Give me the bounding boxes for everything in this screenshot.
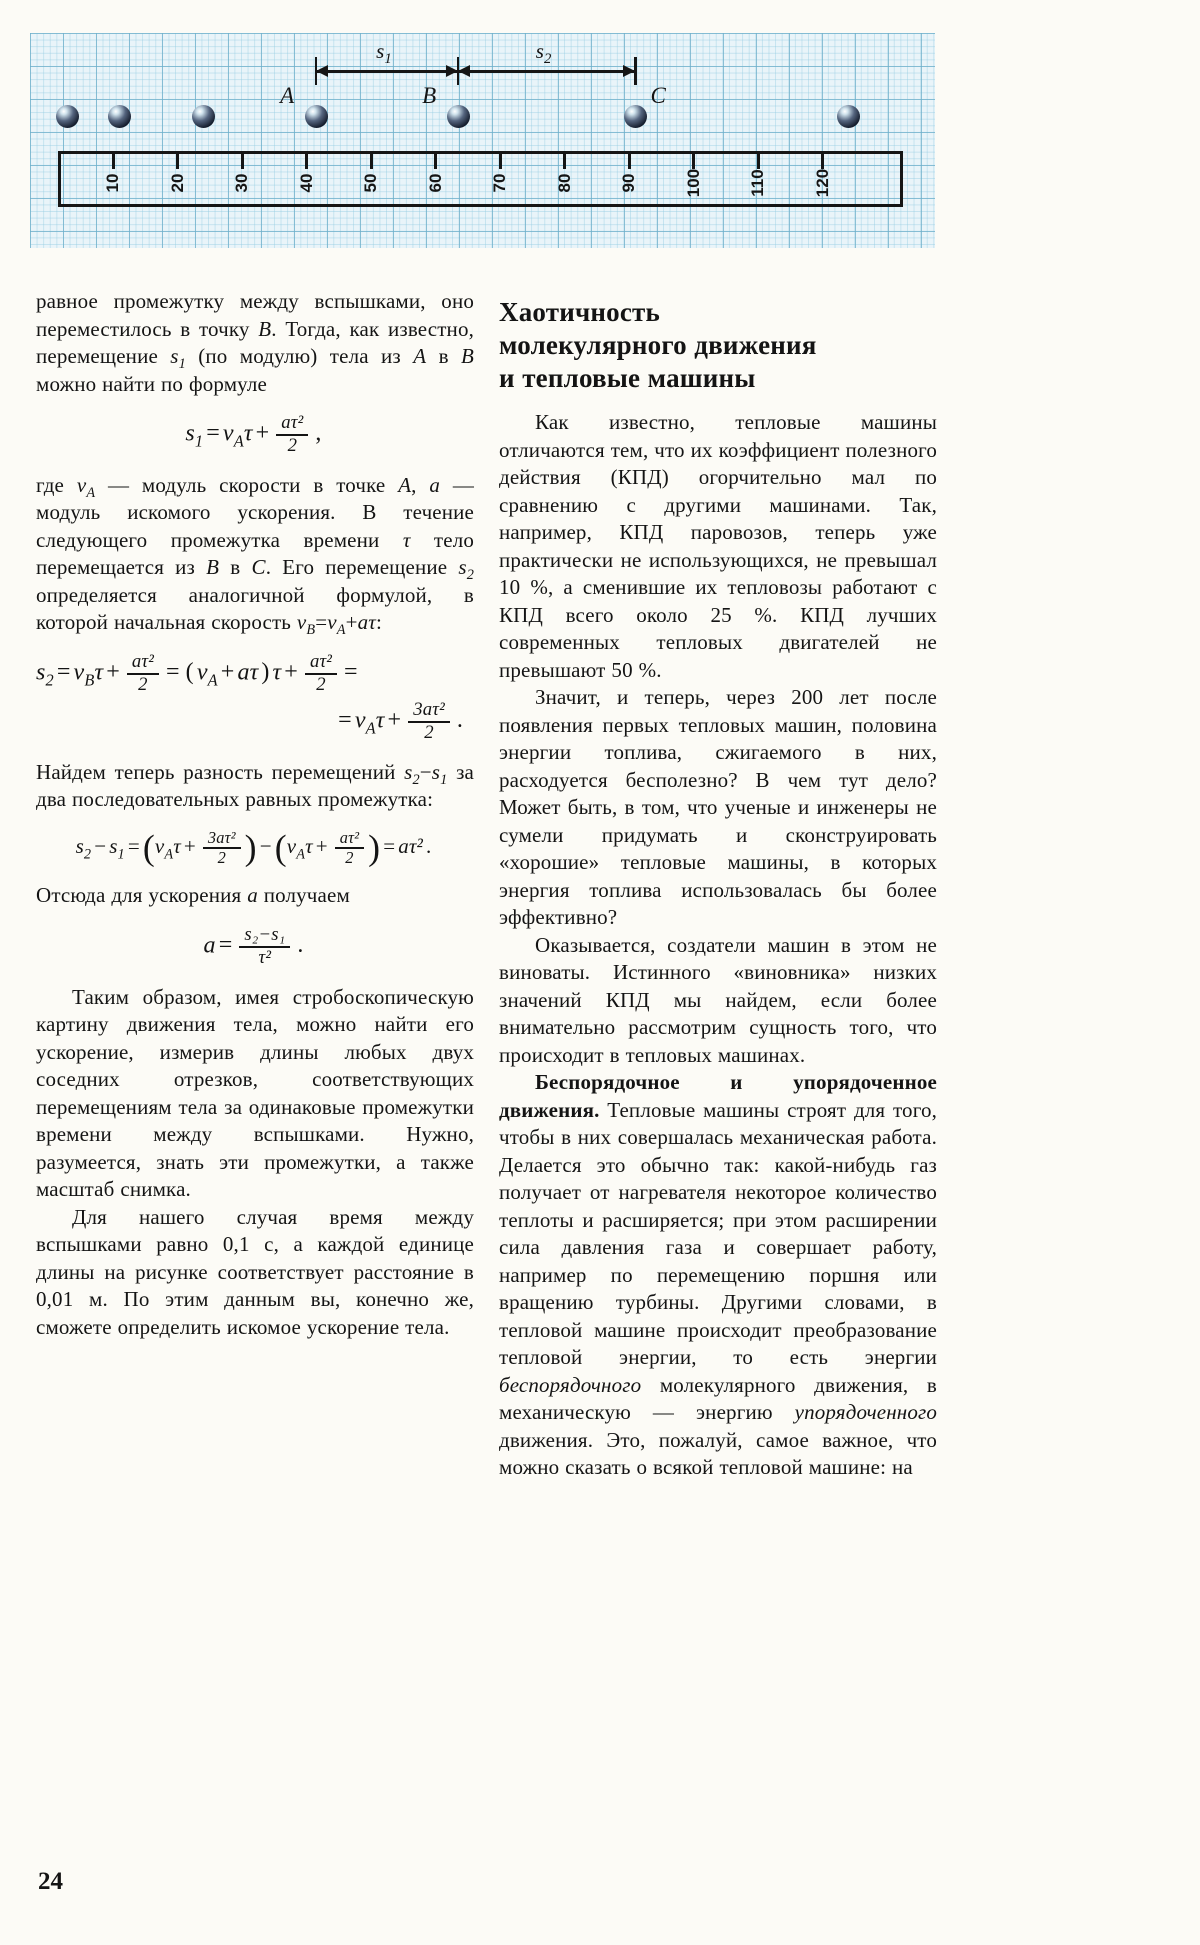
paragraph: где $v_A$ — модуль скорости в точке А, a — модуль искомого ускорения. В течение следующего промежутка времени τ тело перемещается из В в С. Его перемещение $s_2$ определяется аналогичной формулой, в которой начальная скорость $v_B=v_A+a\tau$:	[36, 472, 474, 639]
formula-s2-line2: = $v_A\tau$ + $\frac{\text{3aτ²}}{2}$ .	[338, 698, 463, 743]
ruler-tick-number: 20	[167, 173, 187, 193]
point-label-b: B	[422, 83, 437, 108]
left-column	[36, 288, 474, 1341]
strobe-ball	[192, 105, 215, 128]
paragraph: равное промежутку между вспышками, оно переместилось в точку В. Тогда, как известно, перемещение $s_1$ (по модулю) тела из А в В можно найти по формуле	[36, 289, 474, 396]
fraction: $\frac{\text{aτ²}}{2}$	[276, 413, 308, 457]
paragraph: Значит, и теперь, через 200 лет после появления первых тепловых машин, половина энергии топлива, сжигаемого в них, расходуется бесполезно? В чем тут дело? Может быть, в том, что ученые и инженеры не сумели придумать и сконструировать «хорошие» тепловые машины, в которых энергия топлива использовалась бы более эффективно?	[499, 685, 937, 929]
paragraph: Беспорядочное и упорядоченное движения. Тепловые машины строят для того, чтобы в них совершалась механическая работа. Делается это обычно так: какой-нибудь газ получает от нагревателя некоторое количество теплоты и расширяется; при этом расширении сила давления газа и совершает работу, например по перемещению поршня или вращению турбины. Другими словами, в тепловой машине происходит преобразование тепловой энергии, то есть энергии беспорядочного молекулярного движения, в механическую — энергию упорядоченного движения. Это, пожалуй, самое важное, что можно сказать о всякой тепловой машине: на	[499, 1070, 937, 1479]
fraction: $\frac{\text{aτ²}}{2}$	[335, 829, 364, 868]
point-label-c: C	[650, 83, 666, 108]
paragraph: Таким образом, имея стробоскопическую картину движения тела, можно найти его ускорение, измерив длины любых двух соседних отрезков, соответствующих перемещениям тела за одинаковые промежутки времени между вспышками. Нужно, разумеется, знать эти промежутки, а также масштаб снимка.	[36, 984, 474, 1202]
right-column	[499, 288, 937, 1482]
formula-s1: $s_1 = v_A\tau$ + $\frac{\text{aτ²}}{2}$ ,	[185, 412, 322, 456]
strobe-ball	[56, 105, 79, 128]
ruler-tick-number: 120	[812, 168, 832, 198]
ruler-tick-number: 50	[361, 173, 380, 193]
ruler-tick-number: 110	[748, 169, 767, 197]
formula-s2-line1: $s_2 = v_B\tau$ + $\frac{\text{aτ²}}{2}$ = ( $v_A + a\tau$ ) τ + $\frac{\text{aτ²}}{2}$ =	[36, 650, 358, 695]
strobe-ball	[447, 105, 470, 128]
strobe-ball	[624, 105, 647, 128]
fraction: $\frac{\text{s₂−s₁}}{\text{τ²}}$	[239, 925, 290, 969]
paragraph: Для нашего случая время между вспышками равно 0,1 с, а каждой единице длины на рисунке соответствует расстояние в 0,01 м. По этим данным вы, конечно же, сможете определить искомое ускорение тела.	[36, 1204, 474, 1339]
paragraph: Отсюда для ускорения a получаем	[36, 883, 350, 908]
ruler-tick-number: 90	[619, 173, 638, 193]
fraction: $\frac{\text{3aτ²}}{2}$	[408, 700, 450, 744]
section-heading: Хаотичность молекулярного движения и тепловые машины	[499, 297, 817, 393]
dimension-label-s1: $s_1$	[376, 39, 392, 68]
strobe-ball	[108, 105, 131, 128]
page-number: 24	[38, 1868, 63, 1895]
ruler-tick-number: 10	[103, 173, 122, 193]
point-label-a: A	[280, 83, 295, 108]
paragraph: Как известно, тепловые машины отличаются тем, что их коэффициент полезного действия (КПД) огорчительно мал по сравнению с другими машинами. Так, например, КПД паровозов, теперь уже практически не использующихся, не превышал 10 %, а сменившие их тепловозы работают с КПД всего около 25 %. КПД лучших современных тепловых двигателей не превышают 50 %.	[499, 410, 937, 682]
dimension-label-s2: $s_2$	[535, 39, 552, 68]
fraction: $\frac{\text{aτ²}}{2}$	[305, 652, 337, 696]
fraction: $\frac{\text{3aτ²}}{2}$	[203, 829, 241, 868]
ruler-tick-number: 100	[683, 168, 703, 198]
ruler-tick-number: 80	[554, 173, 574, 193]
dimension-line-s1	[316, 70, 458, 73]
formula-difference: $s_2 - s_1 =(v_A\tau$ + $\frac{\text{3aτ²}}{2}$ ) $-(v_A\tau$ + $\frac{\text{aτ²}}{2}$ ) = aτ² .	[75, 827, 432, 868]
ruler-tick-number: 70	[490, 173, 509, 193]
fraction: $\frac{\text{aτ²}}{2}$	[127, 652, 159, 696]
formula-acceleration: a = $\frac{\text{s₂−s₁}}{\text{τ²}}$ .	[203, 923, 304, 968]
ruler-tick-number: 30	[232, 173, 251, 193]
strobe-figure	[30, 33, 935, 248]
strobe-ball	[837, 105, 860, 128]
paragraph: Оказывается, создатели машин в этом не виноваты. Истинного «виновника» низких значений КПД мы найдем, если более внимательно рассмотрим сущность того, что происходит в тепловых машинах.	[499, 932, 937, 1067]
paragraph: Найдем теперь разность перемещений $s_2-s_1$ за два последовательных равных промежутка:	[36, 759, 474, 812]
dimension-line-s2	[458, 70, 635, 73]
strobe-ball	[305, 105, 328, 128]
ruler-tick-number: 40	[296, 173, 316, 193]
ruler-tick-number: 60	[425, 173, 445, 193]
